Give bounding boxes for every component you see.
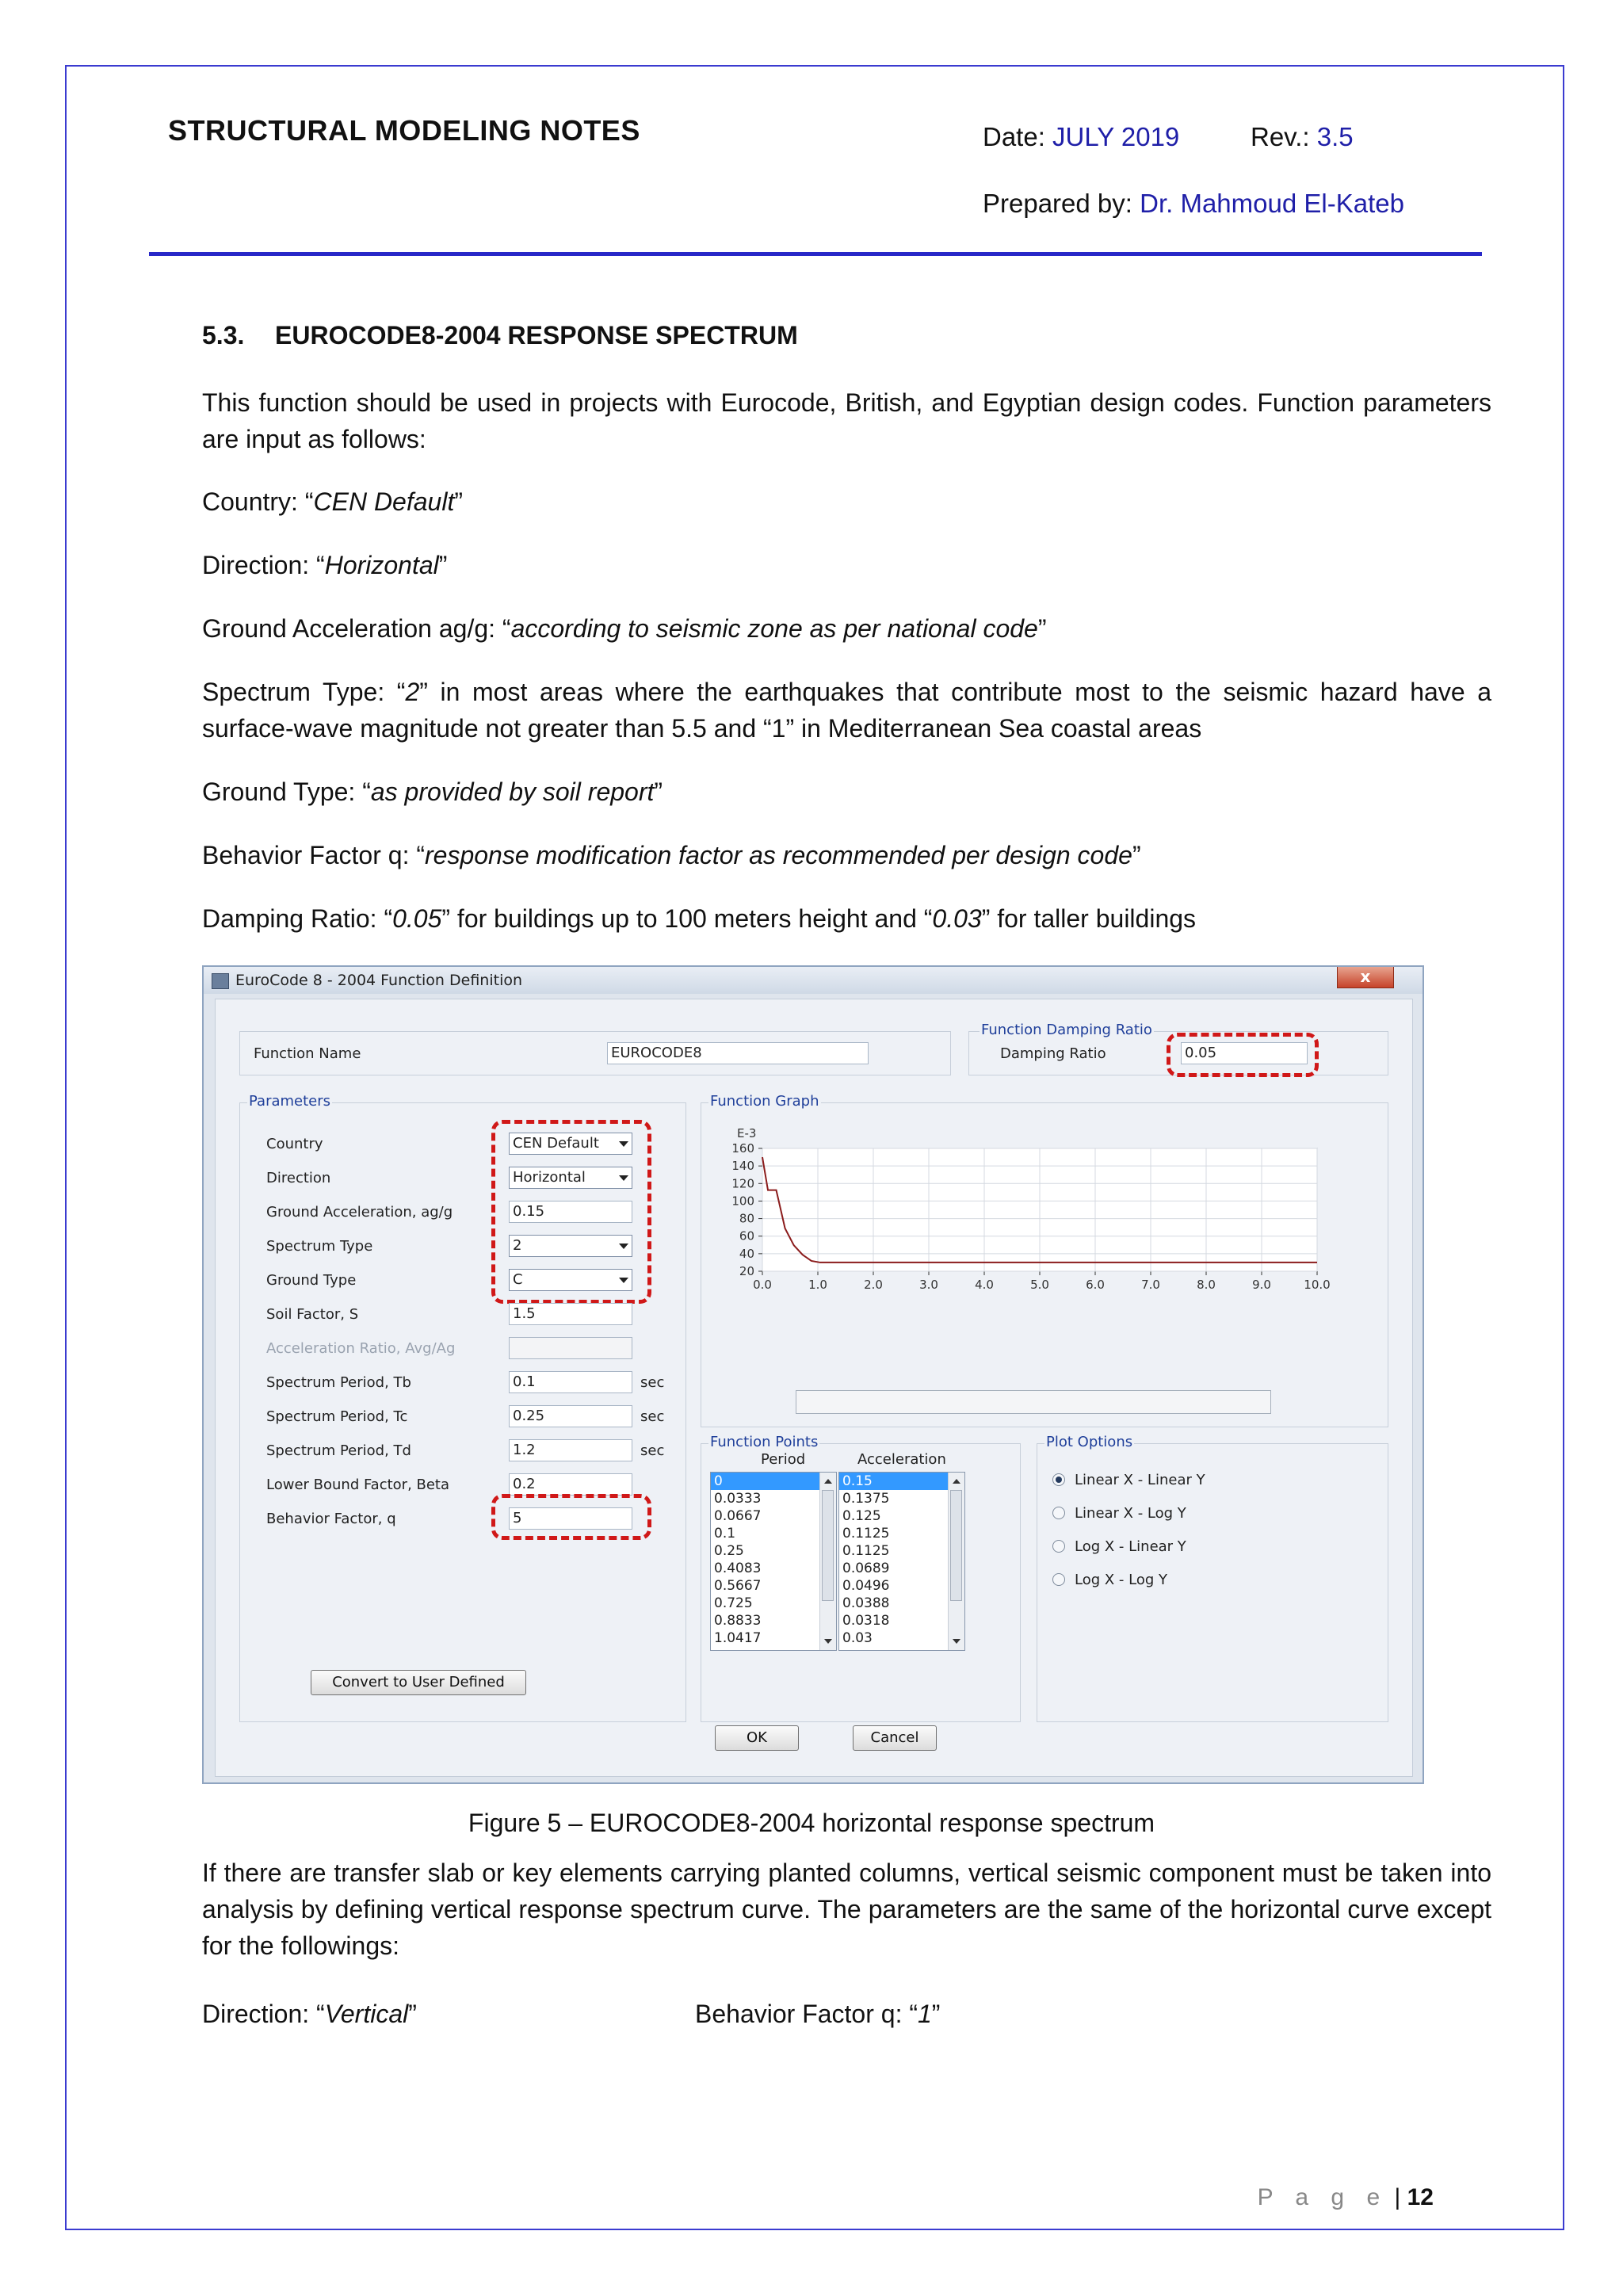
- acceleration-item[interactable]: 0.1125: [842, 1526, 890, 1541]
- acceleration-list: [839, 1473, 964, 1647]
- vertical-q-label: Behavior Factor q: “: [695, 2000, 918, 2028]
- direction-value: Horizontal: [513, 1169, 586, 1186]
- date-line: [983, 122, 1179, 152]
- y-tick-label: 100: [731, 1194, 754, 1209]
- convert-user-defined-button[interactable]: Convert to User Defined: [311, 1670, 526, 1695]
- y-tick-label: 160: [731, 1141, 754, 1156]
- param-value: according to seismic zone as per national code: [510, 614, 1038, 643]
- rev-label: Rev.:: [1251, 122, 1310, 151]
- plot-option-radio[interactable]: [1052, 1473, 1065, 1486]
- param-ground-acceleration: [202, 610, 1046, 647]
- damping-group-label: Function Damping Ratio: [981, 1022, 1152, 1038]
- plot-options-label: Plot Options: [1046, 1434, 1133, 1450]
- x-tick-label: 2.0: [864, 1278, 883, 1292]
- acceleration-item[interactable]: 0.03: [842, 1630, 873, 1646]
- period-item[interactable]: 0.0333: [714, 1491, 762, 1507]
- dialog-body: [215, 999, 1413, 1777]
- country-value: CEN Default: [513, 1135, 599, 1152]
- period-item[interactable]: 0.0667: [714, 1508, 762, 1524]
- param-value-2: 0.03: [932, 904, 982, 933]
- q-label: Behavior Factor, q: [266, 1511, 396, 1527]
- param-spectrum-type: [202, 674, 1491, 747]
- param-direction: [202, 547, 447, 583]
- acceleration-item[interactable]: 0.15: [839, 1473, 964, 1490]
- plot-option-radio[interactable]: [1052, 1573, 1065, 1586]
- param-label: Damping Ratio: “: [202, 904, 393, 933]
- x-tick-label: 9.0: [1252, 1278, 1271, 1292]
- param-value: as provided by soil report: [370, 777, 655, 806]
- param-rest: ” for buildings up to 100 meters height and “: [441, 904, 933, 933]
- acceleration-item[interactable]: 0.125: [842, 1508, 881, 1524]
- accel-ratio-label: Acceleration Ratio, Avg/Ag: [266, 1340, 456, 1357]
- tc-label: Spectrum Period, Tc: [266, 1408, 408, 1425]
- tb-input[interactable]: 0.1: [509, 1371, 632, 1393]
- page-footer: [1258, 2184, 1434, 2211]
- period-item[interactable]: 0.8833: [714, 1613, 762, 1629]
- param-label: Behavior Factor q: “: [202, 841, 425, 869]
- vertical-direction-rest: ”: [408, 2000, 417, 2028]
- param-ground-type: [202, 774, 663, 810]
- param-rest: ”: [1132, 841, 1141, 869]
- spectrum-type-label: Spectrum Type: [266, 1238, 373, 1255]
- plot-option-label: Linear X - Linear Y: [1075, 1472, 1205, 1488]
- param-label: Ground Acceleration ag/g: “: [202, 614, 511, 643]
- plot-option-label: Log X - Linear Y: [1075, 1538, 1186, 1555]
- graph-progress-bar: [796, 1390, 1271, 1414]
- beta-input[interactable]: 0.2: [509, 1473, 632, 1496]
- vertical-q-value: 1: [918, 2000, 932, 2028]
- country-label: Country: [266, 1136, 323, 1152]
- x-tick-label: 7.0: [1141, 1278, 1160, 1292]
- y-multiplier-label: E-3: [737, 1126, 757, 1140]
- period-list: [711, 1473, 836, 1647]
- param-label: Country: “: [202, 487, 314, 516]
- param-value: 2: [405, 678, 420, 706]
- param-rest: ”: [438, 551, 448, 579]
- param-rest: ”: [1037, 614, 1047, 643]
- param-rest: ”: [454, 487, 463, 516]
- plot-option-label: Linear X - Log Y: [1075, 1505, 1186, 1522]
- section-number: 5.3.: [202, 321, 245, 350]
- beta-label: Lower Bound Factor, Beta: [266, 1477, 450, 1493]
- tb-unit: sec: [640, 1374, 665, 1391]
- period-listbox[interactable]: [710, 1472, 837, 1651]
- soil-factor-input[interactable]: 1.5: [509, 1303, 632, 1325]
- acceleration-item[interactable]: 0.1125: [842, 1543, 890, 1559]
- acceleration-item[interactable]: 0.0496: [842, 1578, 890, 1594]
- date-label: Date:: [983, 122, 1045, 151]
- ground-type-label: Ground Type: [266, 1272, 357, 1289]
- acceleration-item[interactable]: 0.0318: [842, 1613, 890, 1629]
- period-scrollbar[interactable]: [819, 1473, 836, 1650]
- period-item[interactable]: 0.5667: [714, 1578, 762, 1594]
- scroll-up-icon: [824, 1479, 832, 1484]
- vertical-direction-value: Vertical: [324, 2000, 409, 2028]
- acceleration-item[interactable]: 0.0689: [842, 1561, 890, 1576]
- parameters-group-label: Parameters: [249, 1093, 331, 1110]
- soil-factor-label: Soil Factor, S: [266, 1306, 359, 1323]
- x-tick-label: 3.0: [919, 1278, 938, 1292]
- x-tick-label: 5.0: [1030, 1278, 1049, 1292]
- scroll-up-icon: [953, 1479, 960, 1484]
- ag-input[interactable]: 0.15: [509, 1201, 632, 1223]
- highlight-damping: [1167, 1033, 1319, 1077]
- close-button[interactable]: x: [1337, 967, 1394, 988]
- intro-paragraph: This function should be used in projects with Eurocode, British, and Egyptian design codes. Function parameters are input as follows:: [202, 388, 1491, 453]
- param-label: Direction: “: [202, 551, 325, 579]
- date-value: JULY 2019: [1052, 122, 1180, 151]
- plot-option-label: Log X - Log Y: [1075, 1572, 1168, 1588]
- param-rest: ”: [654, 777, 663, 806]
- x-tick-label: 4.0: [975, 1278, 994, 1292]
- page-number: 12: [1407, 2184, 1434, 2210]
- acceleration-header: Acceleration: [857, 1451, 946, 1468]
- dialog-titlebar: [204, 967, 1423, 994]
- period-item[interactable]: 0.25: [714, 1543, 744, 1559]
- damping-ratio-label: Damping Ratio: [1000, 1045, 1106, 1062]
- param-value: CEN Default: [313, 487, 455, 516]
- acceleration-item[interactable]: 0.0388: [842, 1595, 890, 1611]
- dialog-title: EuroCode 8 - 2004 Function Definition: [235, 972, 523, 989]
- y-tick-label: 60: [739, 1228, 754, 1244]
- section-title: EUROCODE8-2004 RESPONSE SPECTRUM: [275, 321, 798, 350]
- document-title: STRUCTURAL MODELING NOTES: [168, 114, 640, 147]
- param-value: response modification factor as recommended per design code: [425, 841, 1132, 869]
- period-header: Period: [761, 1451, 806, 1468]
- param-damping-ratio: [202, 900, 1196, 937]
- ground-type-value: C: [513, 1271, 523, 1288]
- param-rest-2: ” for taller buildings: [981, 904, 1197, 933]
- td-unit: sec: [640, 1442, 665, 1459]
- prepared-value: Dr. Mahmoud El-Kateb: [1140, 189, 1404, 218]
- tc-input[interactable]: 0.25: [509, 1405, 632, 1427]
- param-value: 0.05: [392, 904, 442, 933]
- response-spectrum-chart: [707, 1117, 1381, 1299]
- param-label: Spectrum Type: “: [202, 678, 406, 706]
- period-item[interactable]: 0.725: [714, 1595, 753, 1611]
- page-separator: |: [1394, 2184, 1401, 2210]
- acceleration-listbox[interactable]: [838, 1472, 965, 1651]
- y-tick-label: 40: [739, 1246, 754, 1261]
- vertical-direction-label: Direction: “: [202, 2000, 325, 2028]
- param-rest: ” in most areas where the earthquakes that contribute most to the seismic hazard have a surface-wave magnitude not greater than 5.5 and “1” in Mediterranean Sea coastal areas: [202, 678, 1492, 743]
- spectrum-type-value: 2: [513, 1237, 522, 1254]
- y-tick-label: 140: [731, 1159, 754, 1174]
- td-input[interactable]: 1.2: [509, 1439, 632, 1461]
- section-heading: [202, 321, 798, 350]
- eurocode-dialog: [202, 965, 1424, 1784]
- figure-caption: Figure 5 – EUROCODE8-2004 horizontal response spectrum: [468, 1809, 1155, 1837]
- y-tick-label: 80: [739, 1211, 754, 1226]
- period-item[interactable]: 0.4083: [714, 1561, 762, 1576]
- x-tick-label: 6.0: [1086, 1278, 1105, 1292]
- scroll-down-icon: [824, 1639, 832, 1644]
- period-item[interactable]: 0: [711, 1473, 836, 1490]
- highlight-parameters: [491, 1120, 651, 1304]
- function-name-input[interactable]: EUROCODE8: [607, 1042, 869, 1064]
- function-points-label: Function Points: [710, 1434, 819, 1450]
- vertical-behavior-factor: [695, 1996, 940, 2032]
- x-tick-label: 1.0: [808, 1278, 827, 1292]
- rev-line: [1251, 122, 1354, 152]
- header-rule: [149, 252, 1482, 256]
- ok-button[interactable]: OK: [715, 1725, 799, 1751]
- param-value: Horizontal: [324, 551, 439, 579]
- param-behavior-factor: [202, 837, 1141, 873]
- ag-label: Ground Acceleration, ag/g: [266, 1204, 453, 1221]
- plot-option-radio[interactable]: [1052, 1507, 1065, 1519]
- damping-ratio-input[interactable]: 0.05: [1181, 1042, 1308, 1064]
- period-item[interactable]: 1.0417: [714, 1630, 762, 1646]
- td-label: Spectrum Period, Td: [266, 1442, 411, 1459]
- direction-label: Direction: [266, 1170, 331, 1186]
- period-item[interactable]: 0.1: [714, 1526, 736, 1541]
- y-tick-label: 20: [739, 1264, 754, 1278]
- vertical-paragraph: If there are transfer slab or key elements carrying planted columns, vertical seismic component must be taken into analysis by defining vertical response spectrum curve. The parameters are the same of the horizontal curve except for the followings:: [202, 1859, 1491, 1960]
- scroll-thumb[interactable]: [950, 1490, 962, 1601]
- function-name-label: Function Name: [254, 1045, 361, 1062]
- scroll-thumb[interactable]: [822, 1490, 834, 1601]
- y-tick-label: 120: [731, 1176, 754, 1191]
- x-tick-label: 10.0: [1304, 1278, 1331, 1292]
- prepared-line: [983, 189, 1404, 219]
- plot-option-radio[interactable]: [1052, 1540, 1065, 1553]
- vertical-direction: [202, 1996, 417, 2032]
- vertical-q-rest: ”: [931, 2000, 941, 2028]
- rev-value: 3.5: [1316, 122, 1354, 151]
- accel-ratio-input: [509, 1337, 632, 1359]
- q-input[interactable]: 5: [509, 1507, 632, 1530]
- acceleration-scrollbar[interactable]: [948, 1473, 964, 1650]
- scroll-down-icon: [953, 1639, 960, 1644]
- x-tick-label: 0.0: [753, 1278, 772, 1292]
- tc-unit: sec: [640, 1408, 665, 1425]
- x-tick-label: 8.0: [1197, 1278, 1216, 1292]
- prepared-label: Prepared by:: [983, 189, 1132, 218]
- param-country: [202, 483, 463, 520]
- acceleration-item[interactable]: 0.1375: [842, 1491, 890, 1507]
- cancel-button[interactable]: Cancel: [853, 1725, 937, 1751]
- function-graph-label: Function Graph: [710, 1093, 819, 1110]
- highlight-behavior-factor: [491, 1494, 651, 1540]
- page-label: P a g e: [1257, 2184, 1388, 2210]
- app-icon: [212, 973, 229, 989]
- param-label: Ground Type: “: [202, 777, 371, 806]
- tb-label: Spectrum Period, Tb: [266, 1374, 411, 1391]
